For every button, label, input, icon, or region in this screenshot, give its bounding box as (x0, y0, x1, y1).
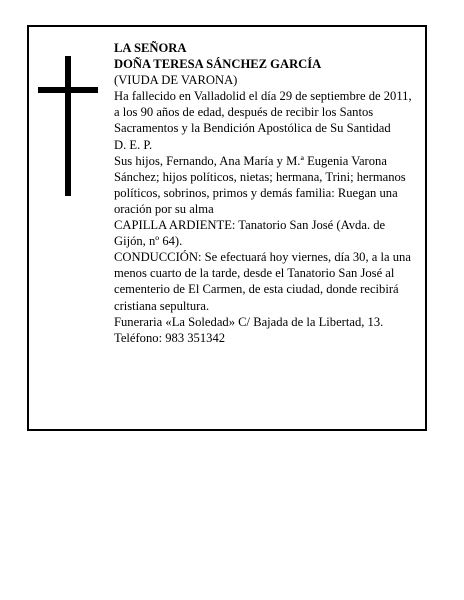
family-paragraph: Sus hijos, Fernando, Ana María y M.ª Eugenia Varona Sánchez; hijos políticos, nietas; hermana, Trini; hermanos políticos, sobrinos, primos y demás familia: Ruegan una oración por su alma (114, 153, 406, 216)
obituary-text (114, 40, 416, 346)
widow-line: (VIUDA DE VARONA) (114, 73, 238, 88)
dep-line: D. E. P. (114, 137, 153, 152)
telefono-line: Teléfono: 983 351342 (114, 330, 226, 345)
funeraria-line: Funeraria «La Soledad» C/ Bajada de la Libertad, 13. (114, 314, 384, 329)
death-notice: Ha fallecido en Valladolid el día 29 de septiembre de 2011, a los 90 años de edad, después de recibir los Santos Sacramentos y la Bendición Apostólica de Su Santidad (114, 89, 412, 136)
deceased-name: DOÑA TERESA SÁNCHEZ GARCÍA (114, 57, 322, 72)
capilla-paragraph: CAPILLA ARDIENTE: Tanatorio San José (Avda. de Gijón, nº 64). (114, 218, 386, 249)
cross-icon (65, 56, 71, 196)
conduccion-paragraph: CONDUCCIÓN: Se efectuará hoy viernes, día 30, a la una menos cuarto de la tarde, desde el Tanatorio San José al cementerio de El Carmen, de esta ciudad, donde recibirá cristiana sepultura. (114, 250, 411, 313)
heading-line: LA SEÑORA (114, 41, 187, 55)
cross-icon-bar (38, 87, 98, 93)
